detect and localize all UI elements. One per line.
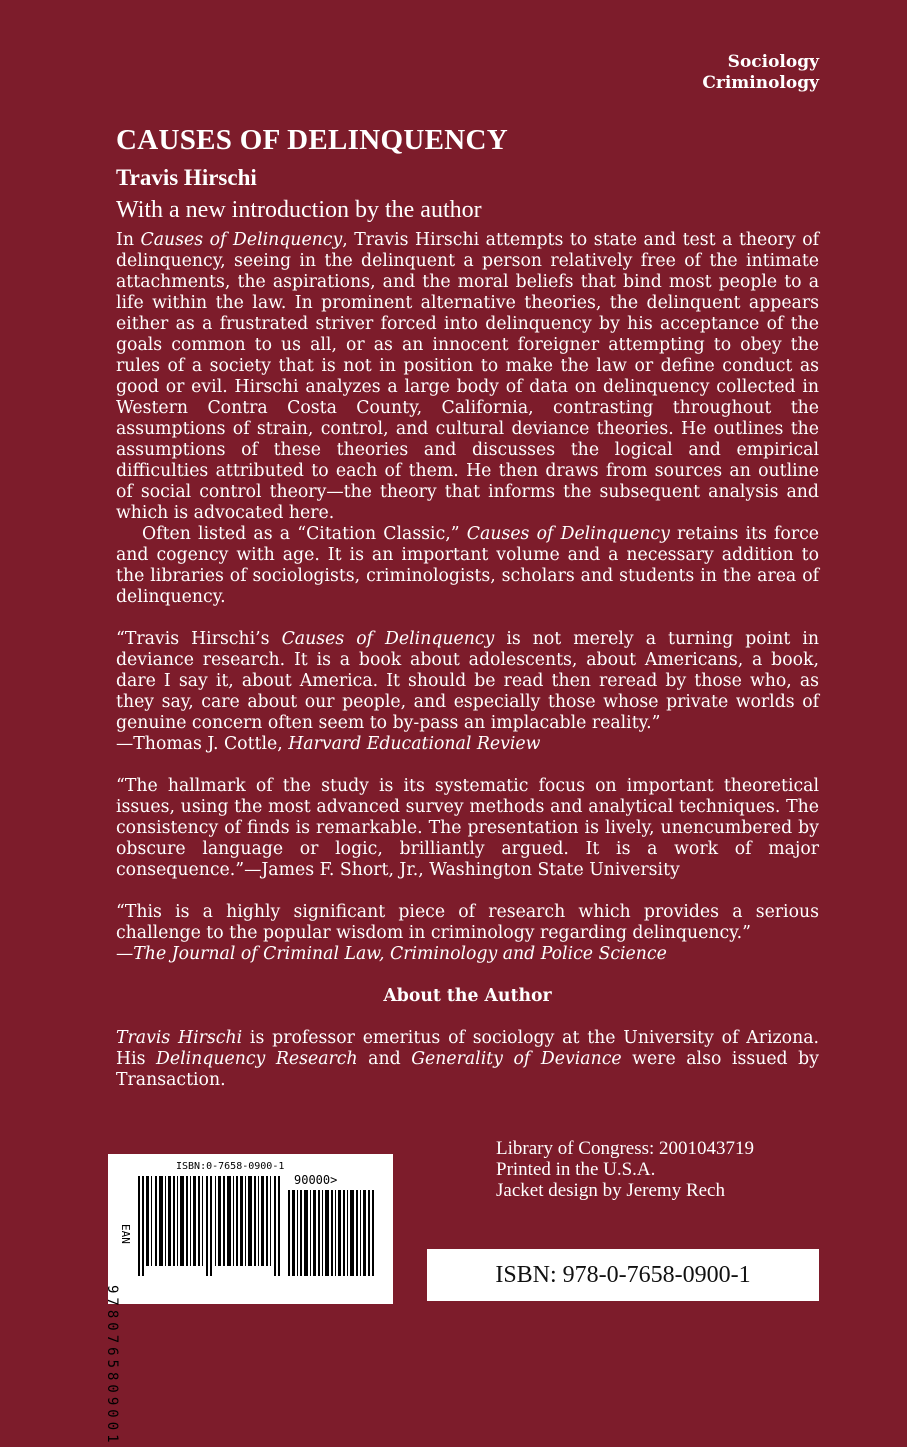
review-cottle: “Travis Hirschi’s Causes of Delinquency is not merely a turning point in deviance research. It is a book about adolescents, about Americans, a book, dare I say it, about America. It should be read then reread by those who, as they say, care about our people, and especially those whose private worlds of genuine concern often seem to by-pass an implacable reality.” — [116, 629, 819, 733]
review-short: “The hallmark of the study is its systematic focus on important theoretical issues, using the most advanced survey methods and analytical techniques. The consistency of finds is remarkable. The presentation is lively, unencumbered by obscure language or logic, brilliantly argued. It is a work of major consequence.”—James F. Short, Jr., Washington State University — [116, 776, 819, 880]
about-author-heading: About the Author — [383, 986, 552, 1006]
barcode-ean-label: EAN — [119, 1224, 132, 1244]
description-paragraph-2: Often listed as a “Citation Classic,” Causes of Delinquency retains its force and cogency with age. It is an important volume and a necessary addition to the libraries of sociologists, criminologists, scholars and students in the area of delinquency. — [116, 524, 819, 607]
library-of-congress: Library of Congress: 2001043719 — [496, 1138, 755, 1159]
barcode-label — [104, 1154, 393, 1447]
book-author: Travis Hirschi — [116, 165, 257, 190]
back-cover-text — [116, 230, 819, 1091]
about-author-text: Travis Hirschi is professor emeritus of sociology at the University of Arizona. His Delinquency Research and Generality of Deviance were also issued by Transaction. — [116, 1028, 820, 1090]
barcode-isbn-text: ISBN:0-7658-0900-1 — [176, 1161, 285, 1172]
book-title-ref: Causes of Delinquency — [140, 230, 343, 250]
description-paragraph-1: In Causes of Delinquency, Travis Hirschi attempts to state and test a theory of delinquency, seeing in the delinquent a person relatively free of the intimate attachments, the aspirations, and the moral beliefs that bind most people to a life within the law. In prominent alternative theories, the delinquent appears either as a frustrated striver forced into delinquency by his acceptance of the goals common to us all, or as an innocent foreigner attempting to obey the rules of a society that is not in position to make the law or define conduct as good or evil. Hirschi analyzes a large body of data on delinquency collected in Western Contra Costa County, California, contrasting throughout the assumptions of strain, control, and cultural deviance theories. He outlines the assumptions of these theories and discusses the logical and empirical difficulties attributed to each of them. He then draws from sources an outline of social control theory—the theory that informs the subsequent analysis and which is advocated here. — [116, 230, 820, 523]
barcode-bars-icon — [138, 1176, 282, 1276]
category-sociology: Sociology — [727, 52, 819, 72]
review-journal: “This is a highly significant piece of research which provides a serious challenge to the popular wisdom in criminology regarding delinquency.” — [116, 902, 819, 943]
book-title: CAUSES OF DELINQUENCY — [116, 124, 508, 156]
review-journal-attribution: —The Journal of Criminal Law, Criminology and Police Science — [116, 944, 667, 964]
printed-in: Printed in the U.S.A. — [496, 1159, 656, 1180]
isbn-box: ISBN: 978-0-7658-0900-1 — [427, 1249, 819, 1301]
book-title-ref: Causes of Delinquency — [466, 524, 670, 544]
jacket-design: Jacket design by Jeremy Rech — [496, 1180, 725, 1201]
barcode-price-code: 90000> — [294, 1173, 338, 1187]
barcode-digits: 9780765809001 — [104, 1285, 120, 1447]
imprint-info — [496, 1138, 754, 1201]
category-label — [702, 52, 819, 94]
barcode-addon-bars-icon — [288, 1190, 376, 1276]
book-subtitle: With a new introduction by the author — [116, 197, 482, 223]
category-criminology: Criminology — [702, 73, 819, 93]
review-cottle-attribution: —Thomas J. Cottle, Harvard Educational Review — [116, 734, 541, 754]
